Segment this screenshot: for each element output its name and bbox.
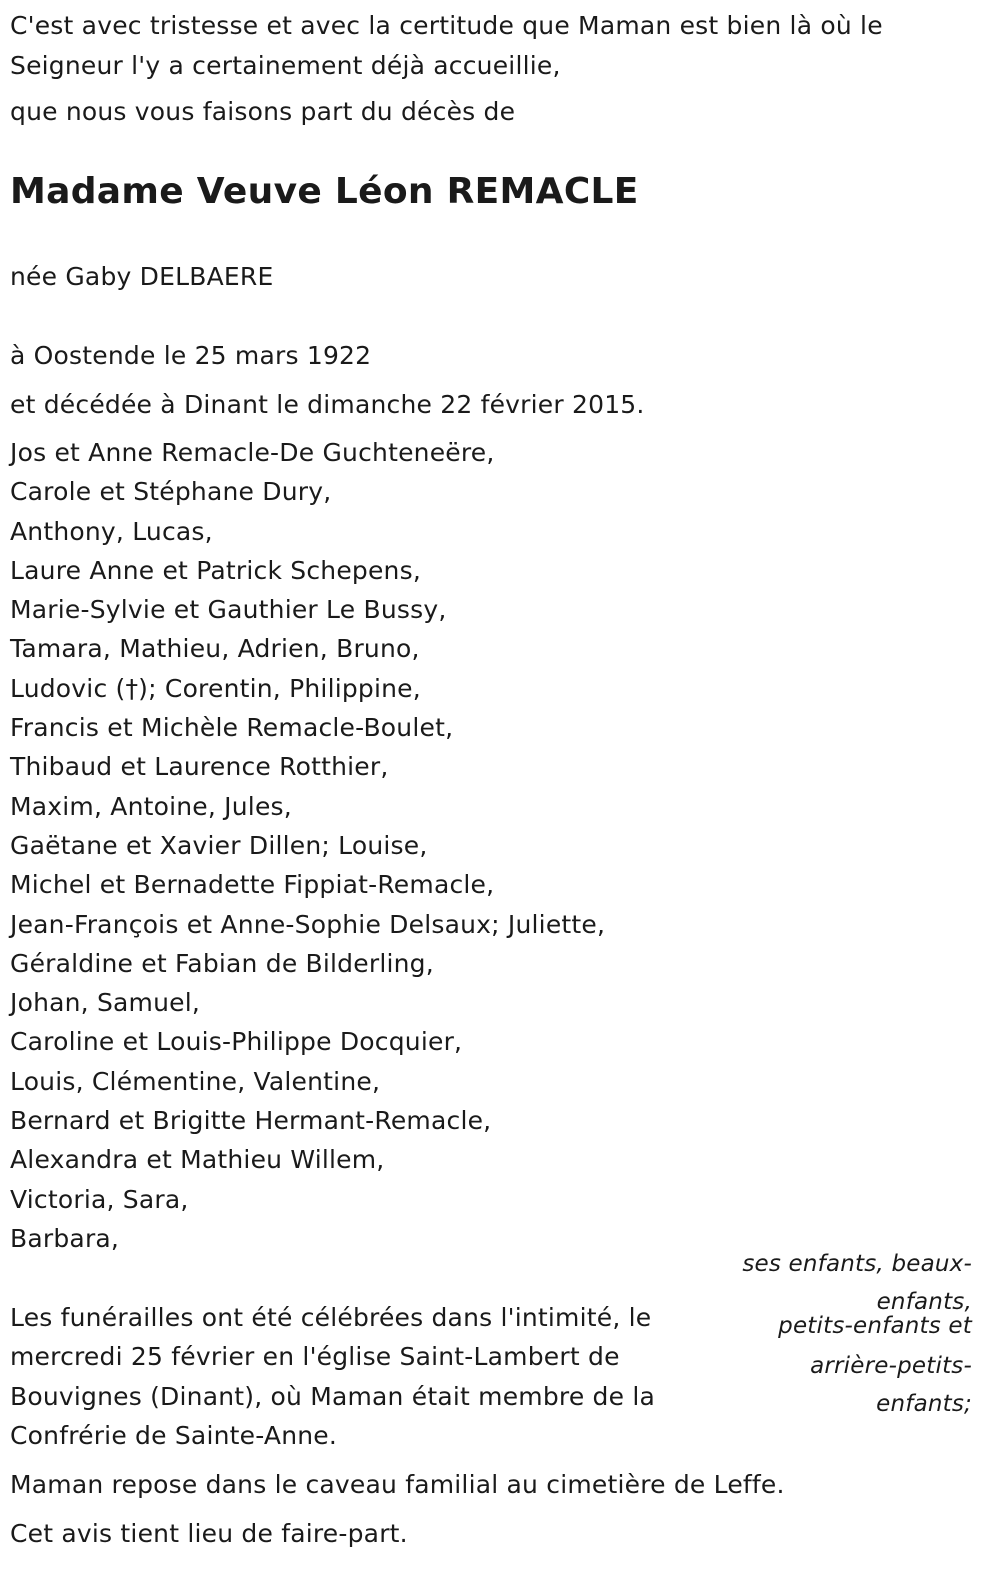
funeral-line-1: Les funérailles ont été célébrées dans l'intimité, le <box>10 1303 652 1332</box>
relation-line-5: enfants; <box>876 1391 972 1417</box>
family-member: Jean-François et Anne-Sophie Delsaux; Juliette, <box>10 909 606 939</box>
burial-info: Maman repose dans le caveau familial au cimetière de Leffe. <box>10 1470 785 1499</box>
intro-line-3: que nous vous faisons part du décès de <box>10 97 516 126</box>
birth-info: à Oostende le 25 mars 1922 <box>10 341 372 370</box>
family-member: Caroline et Louis-Philippe Docquier, <box>10 1027 463 1057</box>
relation-line-2: enfants, <box>876 1289 972 1315</box>
family-member: Géraldine et Fabian de Bilderling, <box>10 948 434 978</box>
family-member: Victoria, Sara, <box>10 1184 189 1214</box>
family-member: Maxim, Antoine, Jules, <box>10 791 292 821</box>
intro-text <box>10 6 970 86</box>
notice-text: Cet avis tient lieu de faire-part. <box>10 1519 408 1548</box>
family-member: Johan, Samuel, <box>10 988 201 1018</box>
family-member: Ludovic (†); Corentin, Philippine, <box>10 673 421 703</box>
family-member: Laure Anne et Patrick Schepens, <box>10 555 421 585</box>
family-member: Tamara, Mathieu, Adrien, Bruno, <box>10 634 420 664</box>
family-member: Michel et Bernadette Fippiat-Remacle, <box>10 870 495 900</box>
family-member: Jos et Anne Remacle-De Guchteneëre, <box>10 438 495 467</box>
intro-line-1: C'est avec tristesse et avec la certitude que Maman est bien là où le <box>10 11 883 40</box>
maiden-name: née Gaby DELBAERE <box>10 262 274 291</box>
family-member: Barbara, <box>10 1223 120 1253</box>
funeral-line-2: mercredi 25 février en l'église Saint-Lambert de <box>10 1342 620 1372</box>
family-member: Marie-Sylvie et Gauthier Le Bussy, <box>10 595 447 625</box>
funeral-line-3: Bouvignes (Dinant), où Maman était membre de la <box>10 1381 656 1411</box>
family-member: Louis, Clémentine, Valentine, <box>10 1066 381 1096</box>
family-member: Anthony, Lucas, <box>10 516 213 546</box>
family-member: Thibaud et Laurence Rotthier, <box>10 752 389 782</box>
family-member: Carole et Stéphane Dury, <box>10 477 332 507</box>
family-list <box>10 433 605 1258</box>
family-member: Francis et Michèle Remacle-Boulet, <box>10 713 454 743</box>
relation-line-1: ses enfants, beaux- <box>742 1251 972 1277</box>
family-member: Bernard et Brigitte Hermant-Remacle, <box>10 1106 492 1136</box>
family-member: Alexandra et Mathieu Willem, <box>10 1145 385 1175</box>
relation-line-4: arrière-petits- <box>810 1353 972 1379</box>
deceased-name: Madame Veuve Léon REMACLE <box>10 171 639 212</box>
family-member: Gaëtane et Xavier Dillen; Louise, <box>10 830 428 860</box>
funeral-info <box>10 1298 690 1455</box>
funeral-line-4: Confrérie de Sainte-Anne. <box>10 1420 338 1450</box>
death-info: et décédée à Dinant le dimanche 22 février 2015. <box>10 390 645 419</box>
relation-line-3: petits-enfants et <box>778 1313 972 1339</box>
family-relation-caption <box>722 1244 972 1426</box>
intro-line-2: Seigneur l'y a certainement déjà accueillie, <box>10 51 561 80</box>
